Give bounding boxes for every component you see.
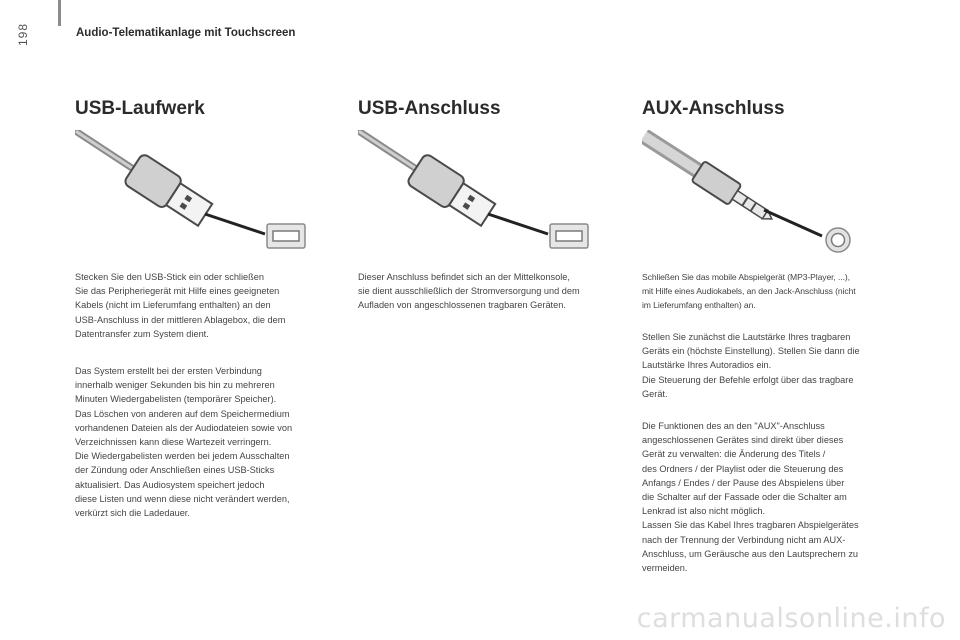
section-usb-anschluss <box>358 98 623 260</box>
section-title: USB-Laufwerk <box>75 98 205 119</box>
section-usb-laufwerk <box>75 98 340 260</box>
paragraph: Stecken Sie den USB-Stick ein oder schließen Sie das Peripheriegerät mit Hilfe eines geeigneten Kabels (nicht im Lieferumfang enthalten) an den USB-Anschluss in der mittleren Ablagebox, die dem Datentransfer zum System dient. <box>75 272 286 339</box>
watermark: carmanualsonline.info <box>636 603 946 634</box>
running-header: Audio-Telematikanlage mit Touchscreen <box>76 27 296 39</box>
section-title: USB-Anschluss <box>358 98 501 119</box>
paragraph: Stellen Sie zunächst die Lautstärke Ihres tragbaren Geräts ein (höchste Einstellung). Stellen Sie dann die Lautstärke Ihres Autoradios ein. Die Steuerung der Befehle erfolgt über das tragbare Gerät. <box>642 332 860 399</box>
section-aux-anschluss <box>642 98 907 260</box>
paragraph: Schließen Sie das mobile Abspielgerät (MP3-Player, ...), mit Hilfe eines Audiokabels, an den Jack-Anschluss (nicht im Lieferumfang enthalten) an. <box>642 272 856 311</box>
paragraph: Dieser Anschluss befindet sich an der Mittelkonsole, sie dient ausschließlich der Stromversorgung und dem Aufladen von angeschlossenen tragbaren Geräten. <box>358 272 580 311</box>
paragraph: Die Funktionen des an den "AUX"-Anschluss angeschlossenen Gerätes sind direkt über dieses Gerät zu verwalten: die Änderung des Titels / des Ordners / der Playlist oder die Steuerung des Anfangs / Endes / der Pause des Abspielens über die Schalter auf der Fassade oder die Schalter am Lenkrad ist also nicht möglich. Lassen Sie das Kabel Ihres tragbaren Abspielgerätes nach der Trennung der Verbindung nicht am AUX- Anschluss, um Geräusche aus den Lautsprechern zu vermeiden. <box>642 421 859 574</box>
usb-plug-and-port-icon <box>75 130 315 260</box>
usb-plug-and-port-icon <box>358 130 598 260</box>
page-number: 198 <box>16 22 30 46</box>
section-title: AUX-Anschluss <box>642 98 785 119</box>
jack-plug-and-socket-icon <box>642 130 882 260</box>
paragraph: Das System erstellt bei der ersten Verbindung innerhalb weniger Sekunden bis hin zu mehreren Minuten Wiedergabelisten (temporärer Speicher). Das Löschen von anderen auf dem Speichermedium vorhandenen Dateien als der Audiodateien sowie von Verzeichnissen kann diese Wartezeit verringern. Die Wiedergabelisten werden bei jedem Ausschalten der Zündung oder Anschließen eines USB-Sticks aktualisiert. Das Audiosystem speichert jedoch diese Listen und wenn diese nicht verändert werden, verkürzt sich die Ladedauer. <box>75 366 293 519</box>
margin-rule <box>58 0 61 26</box>
